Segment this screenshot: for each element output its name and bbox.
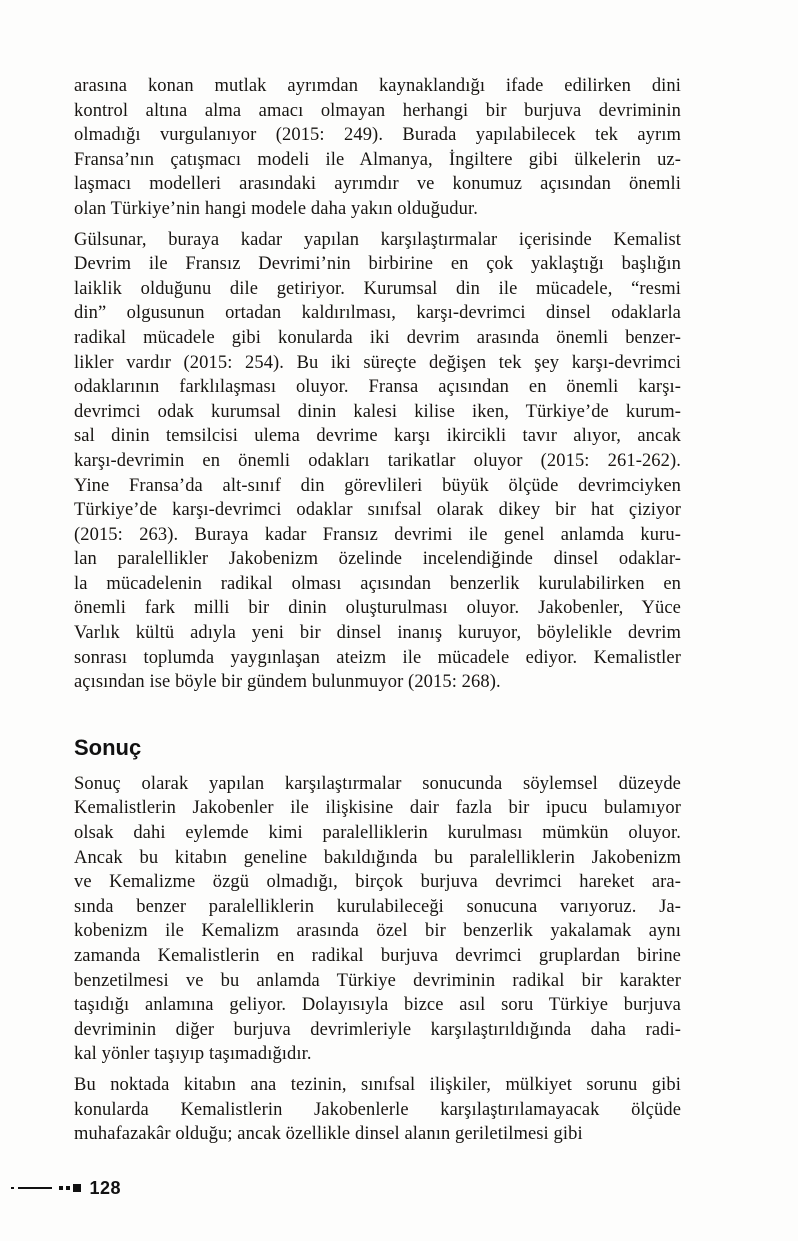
text-line: din” olgusunun ortadan kaldırılması, karşı-devrimci dinsel odaklarla	[74, 303, 681, 324]
text-line: sonrası toplumda yaygınlaşan ateizm ile mücadele ediyor. Kemalistler	[74, 647, 681, 668]
paragraph-sonuc-conclusion	[74, 772, 681, 1067]
paragraph-main-thesis	[74, 1073, 681, 1147]
text-line: önemli fark milli bir dinin oluşturulması oluyor. Jakobenler, Yüce	[74, 598, 681, 619]
text-line: muhafazakâr olduğu; ancak özellikle dinsel alanın geriletilmesi gibi	[74, 1124, 583, 1145]
text-line: sında benzer paralelliklerin kurulabileceği sonucuna varıyoruz. Ja-	[74, 896, 681, 917]
text-line: Varlık kültü adıyla yeni bir dinsel inanış kuruyor, böylelikle devrim	[74, 623, 681, 644]
text-line: Devrim ile Fransız Devrimi’nin birbirine en çok yaklaştığı başlığın	[74, 254, 681, 275]
text-line: odaklarının farklılaşması oluyor. Fransa açısından en önemli karşı-	[74, 377, 681, 398]
text-line: Sonuç olarak yapılan karşılaştırmalar sonucunda söylemsel düzeyde	[74, 773, 681, 794]
text-line: lan paralellikler Jakobenizm özelinde incelendiğinde dinsel odaklar-	[74, 549, 681, 570]
text-line: benzetilmesi ve bu anlamda Türkiye devriminin radikal bir karakter	[74, 970, 681, 991]
footer-dot-ornament	[11, 1187, 14, 1190]
text-column	[74, 74, 681, 1153]
text-line: kontrol altına alma amacı olmayan herhangi bir burjuva devriminin	[74, 100, 681, 121]
page-footer	[0, 1178, 798, 1198]
footer-square-small-icon	[66, 1186, 71, 1191]
text-line: konularda Kemalistlerin Jakobenlerle karşılaştırılamayacak ölçüde	[74, 1099, 681, 1120]
text-line: radikal mücadele gibi konularda iki devrim arasında önemli benzer-	[74, 327, 681, 348]
footer-square-large-icon	[73, 1184, 81, 1192]
text-line: Ancak bu kitabın geneline bakıldığında bu paralelliklerin Jakobenizm	[74, 847, 681, 868]
text-line: la mücadelenin radikal olması açısından benzerlik kurulabilirken en	[74, 573, 681, 594]
text-line: ve Kemalizme özgü olmadığı, birçok burjuva devrimci hareket ara-	[74, 872, 681, 893]
paragraph-gulsunar-comparison	[74, 228, 681, 695]
text-line: laiklik olduğunu dile getiriyor. Kurumsal din ile mücadele, “resmi	[74, 278, 681, 299]
text-line: olan Türkiye’nin hangi modele daha yakın olduğudur.	[74, 198, 478, 219]
footer-square-small-icon	[59, 1186, 64, 1191]
text-line: devriminin diğer burjuva devrimleriyle karşılaştırıldığında daha radi-	[74, 1019, 681, 1040]
text-line: Türkiye’de karşı-devrimci odaklar sınıfsal olarak dikey bir hat çiziyor	[74, 500, 681, 521]
text-line: Fransa’nın çatışmacı modeli ile Almanya, İngiltere gibi ülkelerin uz-	[74, 149, 681, 170]
text-line: arasına konan mutlak ayrımdan kaynaklandığı ifade edilirken dini	[74, 76, 681, 96]
text-line: taşıdığı anlamına geliyor. Dolayısıyla bizce asıl soru Türkiye burjuva	[74, 995, 681, 1016]
text-line: zamanda Kemalistlerin en radikal burjuva devrimci gruplardan birine	[74, 946, 681, 966]
footer-rule-ornament	[18, 1187, 52, 1190]
text-line: açısından ise böyle bir gündem bulunmuyor (2015: 268).	[74, 672, 501, 693]
text-line: Gülsunar, buraya kadar yapılan karşılaştırmalar içerisinde Kemalist	[74, 229, 681, 250]
text-line: Kemalistlerin Jakobenler ile ilişkisine dair fazla bir ipucu bulamıyor	[74, 798, 681, 819]
text-line: olmadığı vurgulanıyor (2015: 249). Burada yapılabilecek tek ayrım	[74, 125, 681, 146]
text-line: likler vardır (2015: 254). Bu iki süreçte değişen tek şey karşı-devrimci	[74, 352, 681, 373]
paragraph-continuation	[74, 74, 681, 222]
text-line: kal yönler taşıyıp taşımadığıdır.	[74, 1044, 312, 1065]
text-line: karşı-devrimin en önemli odakları tarikatlar oluyor (2015: 261-262).	[74, 450, 681, 471]
text-line: (2015: 263). Buraya kadar Fransız devrimi ile genel anlamda kuru-	[74, 524, 681, 545]
page-number: 128	[89, 1177, 122, 1198]
text-line: laşmacı modelleri arasındaki ayrımdır ve konumuz açısından önemli	[74, 174, 681, 195]
text-line: kobenizm ile Kemalizm arasında özel bir benzerlik yakalamak aynı	[74, 921, 681, 942]
text-line: devrimci odak kurumsal dinin kalesi kilise iken, Türkiye’de kurum-	[74, 401, 681, 422]
text-line: Bu noktada kitabın ana tezinin, sınıfsal ilişkiler, mülkiyet sorunu gibi	[74, 1074, 681, 1095]
text-line: Yine Fransa’da alt-sınıf din görevlileri büyük ölçüde devrimciyken	[74, 475, 681, 496]
text-line: sal dinin temsilcisi ulema devrime karşı ikircikli tavır alıyor, ancak	[74, 426, 681, 447]
section-heading-sonuc: Sonuç	[74, 734, 142, 760]
text-line: olsak dahi eylemde kimi paralelliklerin kurulması mümkün oluyor.	[74, 823, 681, 844]
